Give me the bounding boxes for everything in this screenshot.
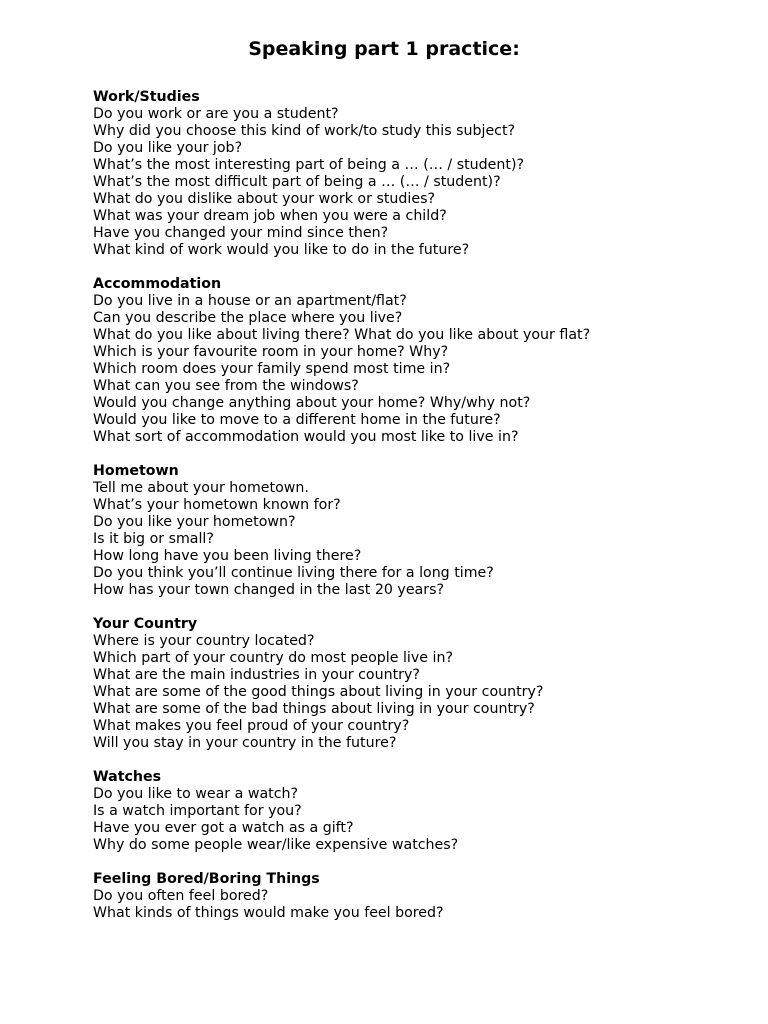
question: What do you like about living there? What do you like about your flat? [93,327,591,343]
question: Have you changed your mind since then? [93,225,389,241]
question: How long have you been living there? [93,548,362,564]
question: What kind of work would you like to do in the future? [93,242,470,258]
section-heading: Feeling Bored/Boring Things [93,871,320,887]
question: Which room does your family spend most time in? [93,361,451,377]
question: What can you see from the windows? [93,378,359,394]
question: Do you live in a house or an apartment/flat? [93,293,407,309]
question: Do you often feel bored? [93,888,269,904]
question: Do you like your hometown? [93,514,296,530]
section-heading: Accommodation [93,276,222,292]
question: What’s the most difficult part of being a … (… / student)? [93,174,501,190]
question: What are the main industries in your country? [93,667,420,683]
question: Tell me about your hometown. [93,480,309,496]
question: Which is your favourite room in your home? Why? [93,344,449,360]
question: Why did you choose this kind of work/to study this subject? [93,123,516,139]
section-feeling-bored [93,871,733,922]
question: What’s the most interesting part of being a … (… / student)? [93,157,525,173]
question: What sort of accommodation would you most like to live in? [93,429,519,445]
question: Can you describe the place where you live? [93,310,403,326]
section-your-country [93,616,733,752]
question-list [93,89,733,939]
question: Do you work or are you a student? [93,106,339,122]
question: Which part of your country do most people live in? [93,650,453,666]
section-hometown [93,463,733,599]
section-heading: Hometown [93,463,179,479]
question: Do you think you’ll continue living there for a long time? [93,565,494,581]
question: Is a watch important for you? [93,803,302,819]
section-heading: Work/Studies [93,89,200,105]
question: What makes you feel proud of your country? [93,718,410,734]
question: Why do some people wear/like expensive watches? [93,837,459,853]
question: Do you like your job? [93,140,243,156]
page-title: Speaking part 1 practice: [248,38,520,60]
section-work-studies [93,89,733,259]
section-watches [93,769,733,854]
question: Would you change anything about your home? Why/why not? [93,395,531,411]
question: Will you stay in your country in the future? [93,735,397,751]
question: Would you like to move to a different home in the future? [93,412,501,428]
question: Do you like to wear a watch? [93,786,299,802]
section-accommodation [93,276,733,446]
question: What’s your hometown known for? [93,497,341,513]
question: What are some of the good things about living in your country? [93,684,544,700]
question: Where is your country located? [93,633,315,649]
question: What are some of the bad things about living in your country? [93,701,535,717]
question: Is it big or small? [93,531,214,547]
question: What do you dislike about your work or studies? [93,191,435,207]
question: What was your dream job when you were a child? [93,208,447,224]
section-heading: Watches [93,769,162,785]
question: How has your town changed in the last 20 years? [93,582,445,598]
question: What kinds of things would make you feel bored? [93,905,444,921]
section-heading: Your Country [93,616,198,632]
question: Have you ever got a watch as a gift? [93,820,354,836]
